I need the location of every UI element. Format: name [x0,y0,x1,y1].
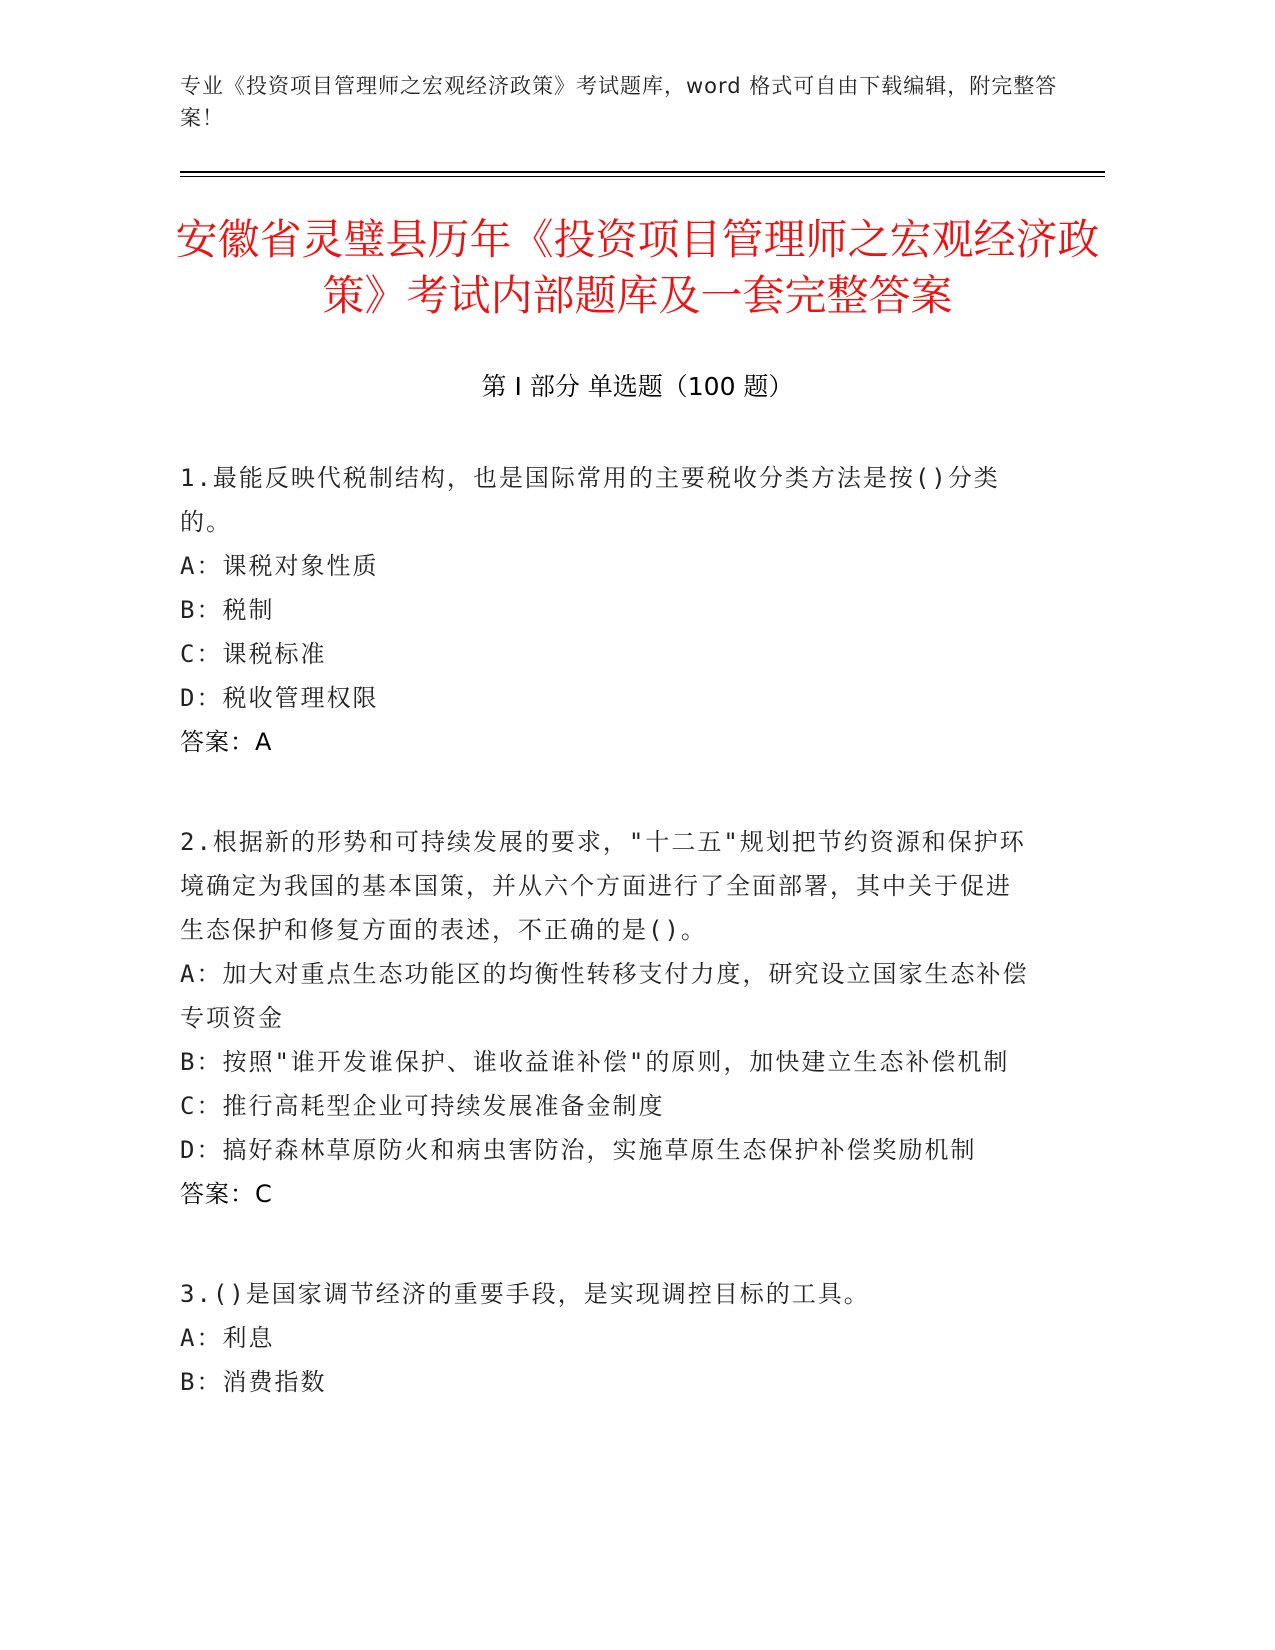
question-2 [180,820,1030,1216]
option-d: D：税收管理权限 [180,684,379,712]
question-list [180,456,1030,1460]
option-a: A：加大对重点生态功能区的均衡性转移支付力度，研究设立国家生态补偿专项资金 [180,960,1029,1032]
option-c: C：课税标准 [180,640,327,668]
option-c: C：推行高耗型企业可持续发展准备金制度 [180,1092,665,1120]
question-stem: 3.()是国家调节经济的重要手段，是实现调控目标的工具。 [180,1280,870,1308]
header-divider-thin [180,176,1105,177]
header-divider-thick [180,171,1105,173]
option-d: D：搞好森林草原防火和病虫害防治，实施草原生态保护补偿奖励机制 [180,1136,977,1164]
question-3 [180,1272,1030,1404]
question-stem: 1.最能反映代税制结构，也是国际常用的主要税收分类方法是按()分类的。 [180,464,1000,536]
option-a: A：利息 [180,1324,275,1352]
option-b: B：消费指数 [180,1368,327,1396]
option-a: A：课税对象性质 [180,552,379,580]
question-1 [180,456,1030,764]
document-title: 安徽省灵璧县历年《投资项目管理师之宏观经济政策》考试内部题库及一套完整答案 [175,215,1100,320]
answer-label: 答案：A [180,728,273,756]
question-stem: 2.根据新的形势和可持续发展的要求，"十二五"规划把节约资源和保护环境确定为我国的基本国策，并从六个方面进行了全面部署，其中关于促进生态保护和修复方面的表述，不正确的是()。 [180,828,1026,944]
answer-label: 答案：C [180,1180,273,1208]
header-note: 专业《投资项目管理师之宏观经济政策》考试题库，word 格式可自由下载编辑，附完整答案！ [180,74,1058,130]
section-heading: 第 I 部分 单选题（100 题） [481,372,794,401]
option-b: B：税制 [180,596,275,624]
option-b: B：按照"谁开发谁保护、谁收益谁补偿"的原则，加快建立生态补偿机制 [180,1048,1010,1076]
